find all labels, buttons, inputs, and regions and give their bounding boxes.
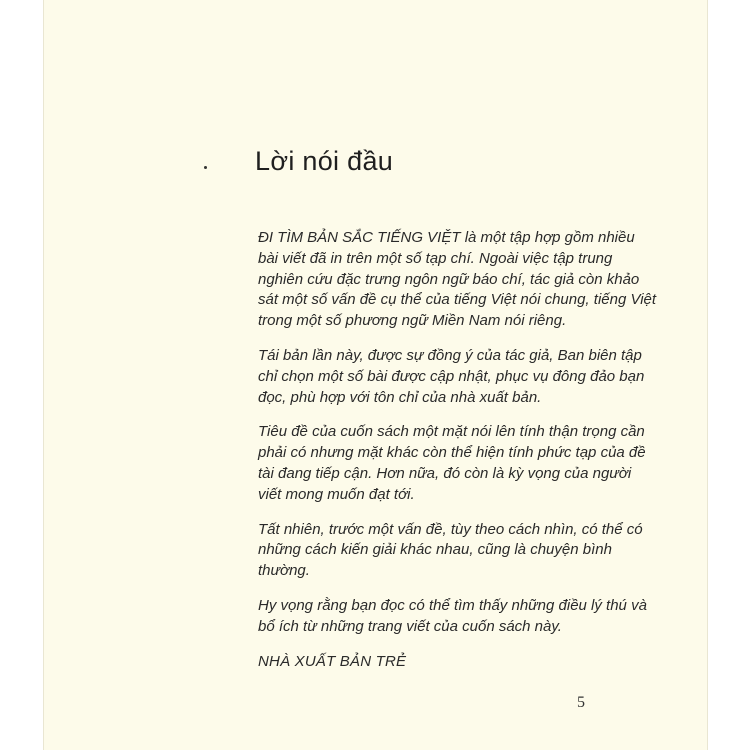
book-page [43,0,708,750]
paragraph-2 [258,346,658,408]
paragraph-text: Tất nhiên, trước một vấn đề, tùy theo cách nhìn, có thể có những cách kiến giải khác nhau, cũng là chuyện bình thường. [258,520,643,580]
paragraph-1 [258,228,658,332]
preface-body [258,228,658,686]
ink-speck [204,166,207,169]
paragraph-4 [258,520,658,582]
publisher-signature: NHÀ XUẤT BẢN TRẺ [258,652,407,670]
paragraph-text: là một tập hợp gồm nhiều bài viết đã in trên một số tạp chí. Ngoài việc tập trung nghiên cứu đặc trưng ngôn ngữ báo chí, tác giả còn khảo sát một số vấn đề cụ thể của tiếng Việt nói chung, tiếng Việt trong một số phương ngữ Miền Nam nói riêng. [258,229,657,330]
paragraph-3 [258,422,658,505]
book-title-emphasis: ĐI TÌM BẢN SẮC TIẾNG VIỆT [258,229,461,246]
paragraph-5 [258,596,658,638]
paragraph-text: Tái bản lần này, được sự đồng ý của tác giả, Ban biên tập chỉ chọn một số bài được cập nhật, phục vụ đông đảo bạn đọc, phù hợp với tôn chỉ của nhà xuất bản. [258,346,645,406]
paragraph-text: Hy vọng rằng bạn đọc có thể tìm thấy những điều lý thú và bổ ích từ những trang viết của cuốn sách này. [258,596,647,635]
page-title: Lời nói đầu [255,146,394,176]
paragraph-text: Tiêu đề của cuốn sách một mặt nói lên tính thận trọng cần phải có nhưng mặt khác còn thể hiện tính phức tạp của đề tài đang tiếp cận. Hơn nữa, đó còn là kỳ vọng của người viết mong muốn đạt tới. [258,423,646,503]
page-number: 5 [577,694,585,711]
